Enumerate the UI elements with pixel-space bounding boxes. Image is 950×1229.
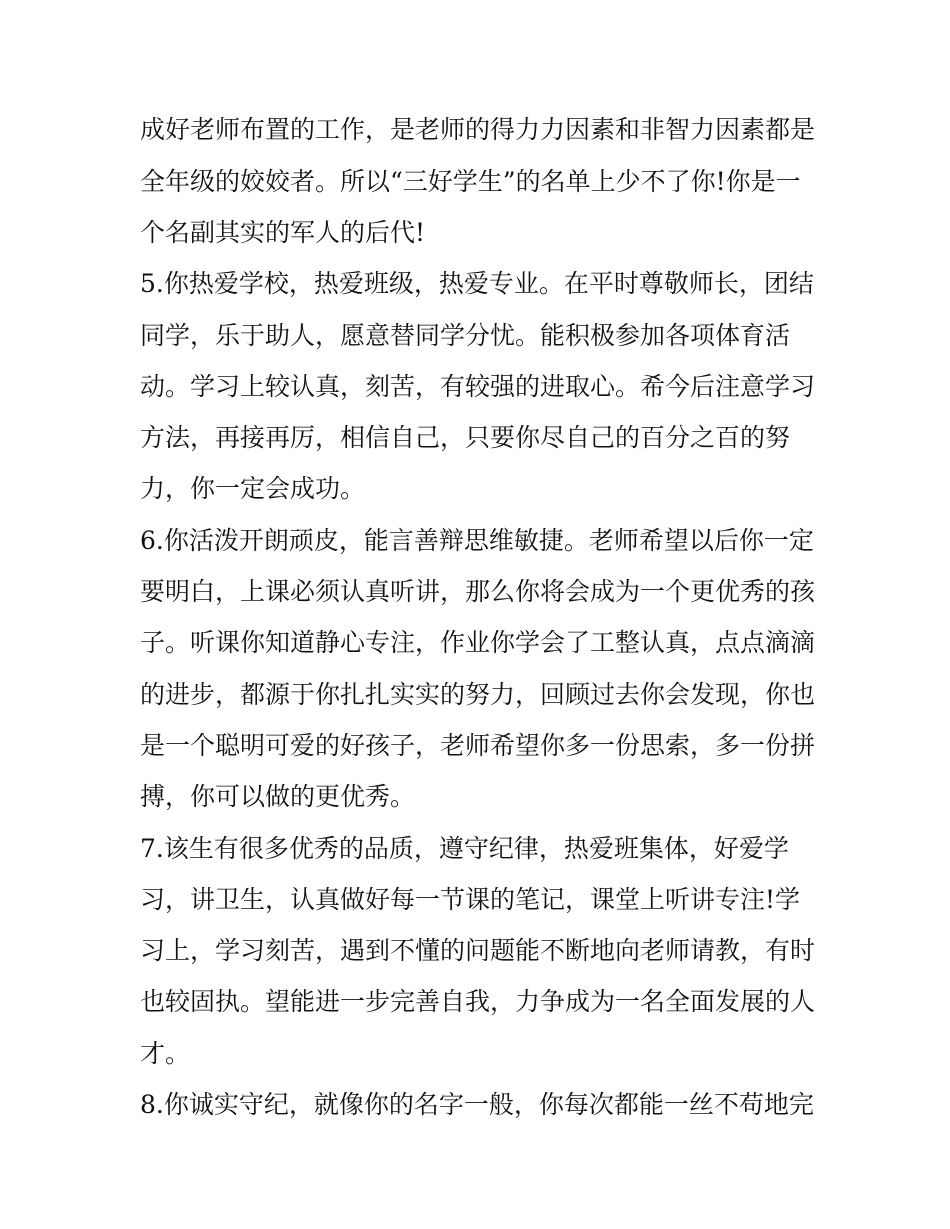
text-line: 方法，再接再厉，相信自己，只要你尽自己的百分之百的努 xyxy=(140,423,791,452)
text-line: 成好老师布置的工作，是老师的得力力因素和非智力因素都是 xyxy=(140,115,816,144)
text-line: 也较固执。望能进一步完善自我，力争成为一名全面发展的人 xyxy=(140,987,816,1016)
text-line: 习上，学习刻苦，遇到不懂的问题能不断地向老师请教，有时 xyxy=(140,936,816,965)
text-line: 子。听课你知道静心专注，作业你学会了工整认真，点点滴滴 xyxy=(140,628,816,657)
text-line: 6.你活泼开朗顽皮，能言善辩思维敏捷。老师希望以后你一定 xyxy=(140,526,814,555)
text-line: 个名副其实的军人的后代! xyxy=(140,218,426,247)
text-line: 全年级的姣姣者。所以“三好学生”的名单上少不了你!你是一 xyxy=(140,167,801,196)
text-line: 的进步，都源于你扎扎实实的努力，回顾过去你会发现，你也 xyxy=(140,680,816,709)
text-line: 力，你一定会成功。 xyxy=(140,474,366,503)
text-line: 搏，你可以做的更优秀。 xyxy=(140,782,416,811)
text-line: 7.该生有很多优秀的品质，遵守纪律，热爱班集体，好爱学 xyxy=(140,834,789,863)
text-line: 是一个聪明可爱的好孩子，老师希望你多一份思索，多一份拼 xyxy=(140,731,816,760)
text-line: 同学，乐于助人，愿意替同学分忧。能积极参加各项体育活 xyxy=(140,321,791,350)
text-line: 8.你诚实守纪，就像你的名字一般，你每次都能一丝不苟地完 xyxy=(140,1090,814,1119)
text-line: 5.你热爱学校，热爱班级，热爱专业。在平时尊敬师长，团结 xyxy=(140,269,814,298)
text-line: 要明白，上课必须认真听讲，那么你将会成为一个更优秀的孩 xyxy=(140,577,816,606)
text-line: 才。 xyxy=(140,1039,191,1068)
text-line: 习，讲卫生，认真做好每一节课的笔记，课堂上听讲专注!学 xyxy=(140,885,801,914)
text-line: 动。学习上较认真，刻苦，有较强的进取心。希今后注意学习 xyxy=(140,372,816,401)
